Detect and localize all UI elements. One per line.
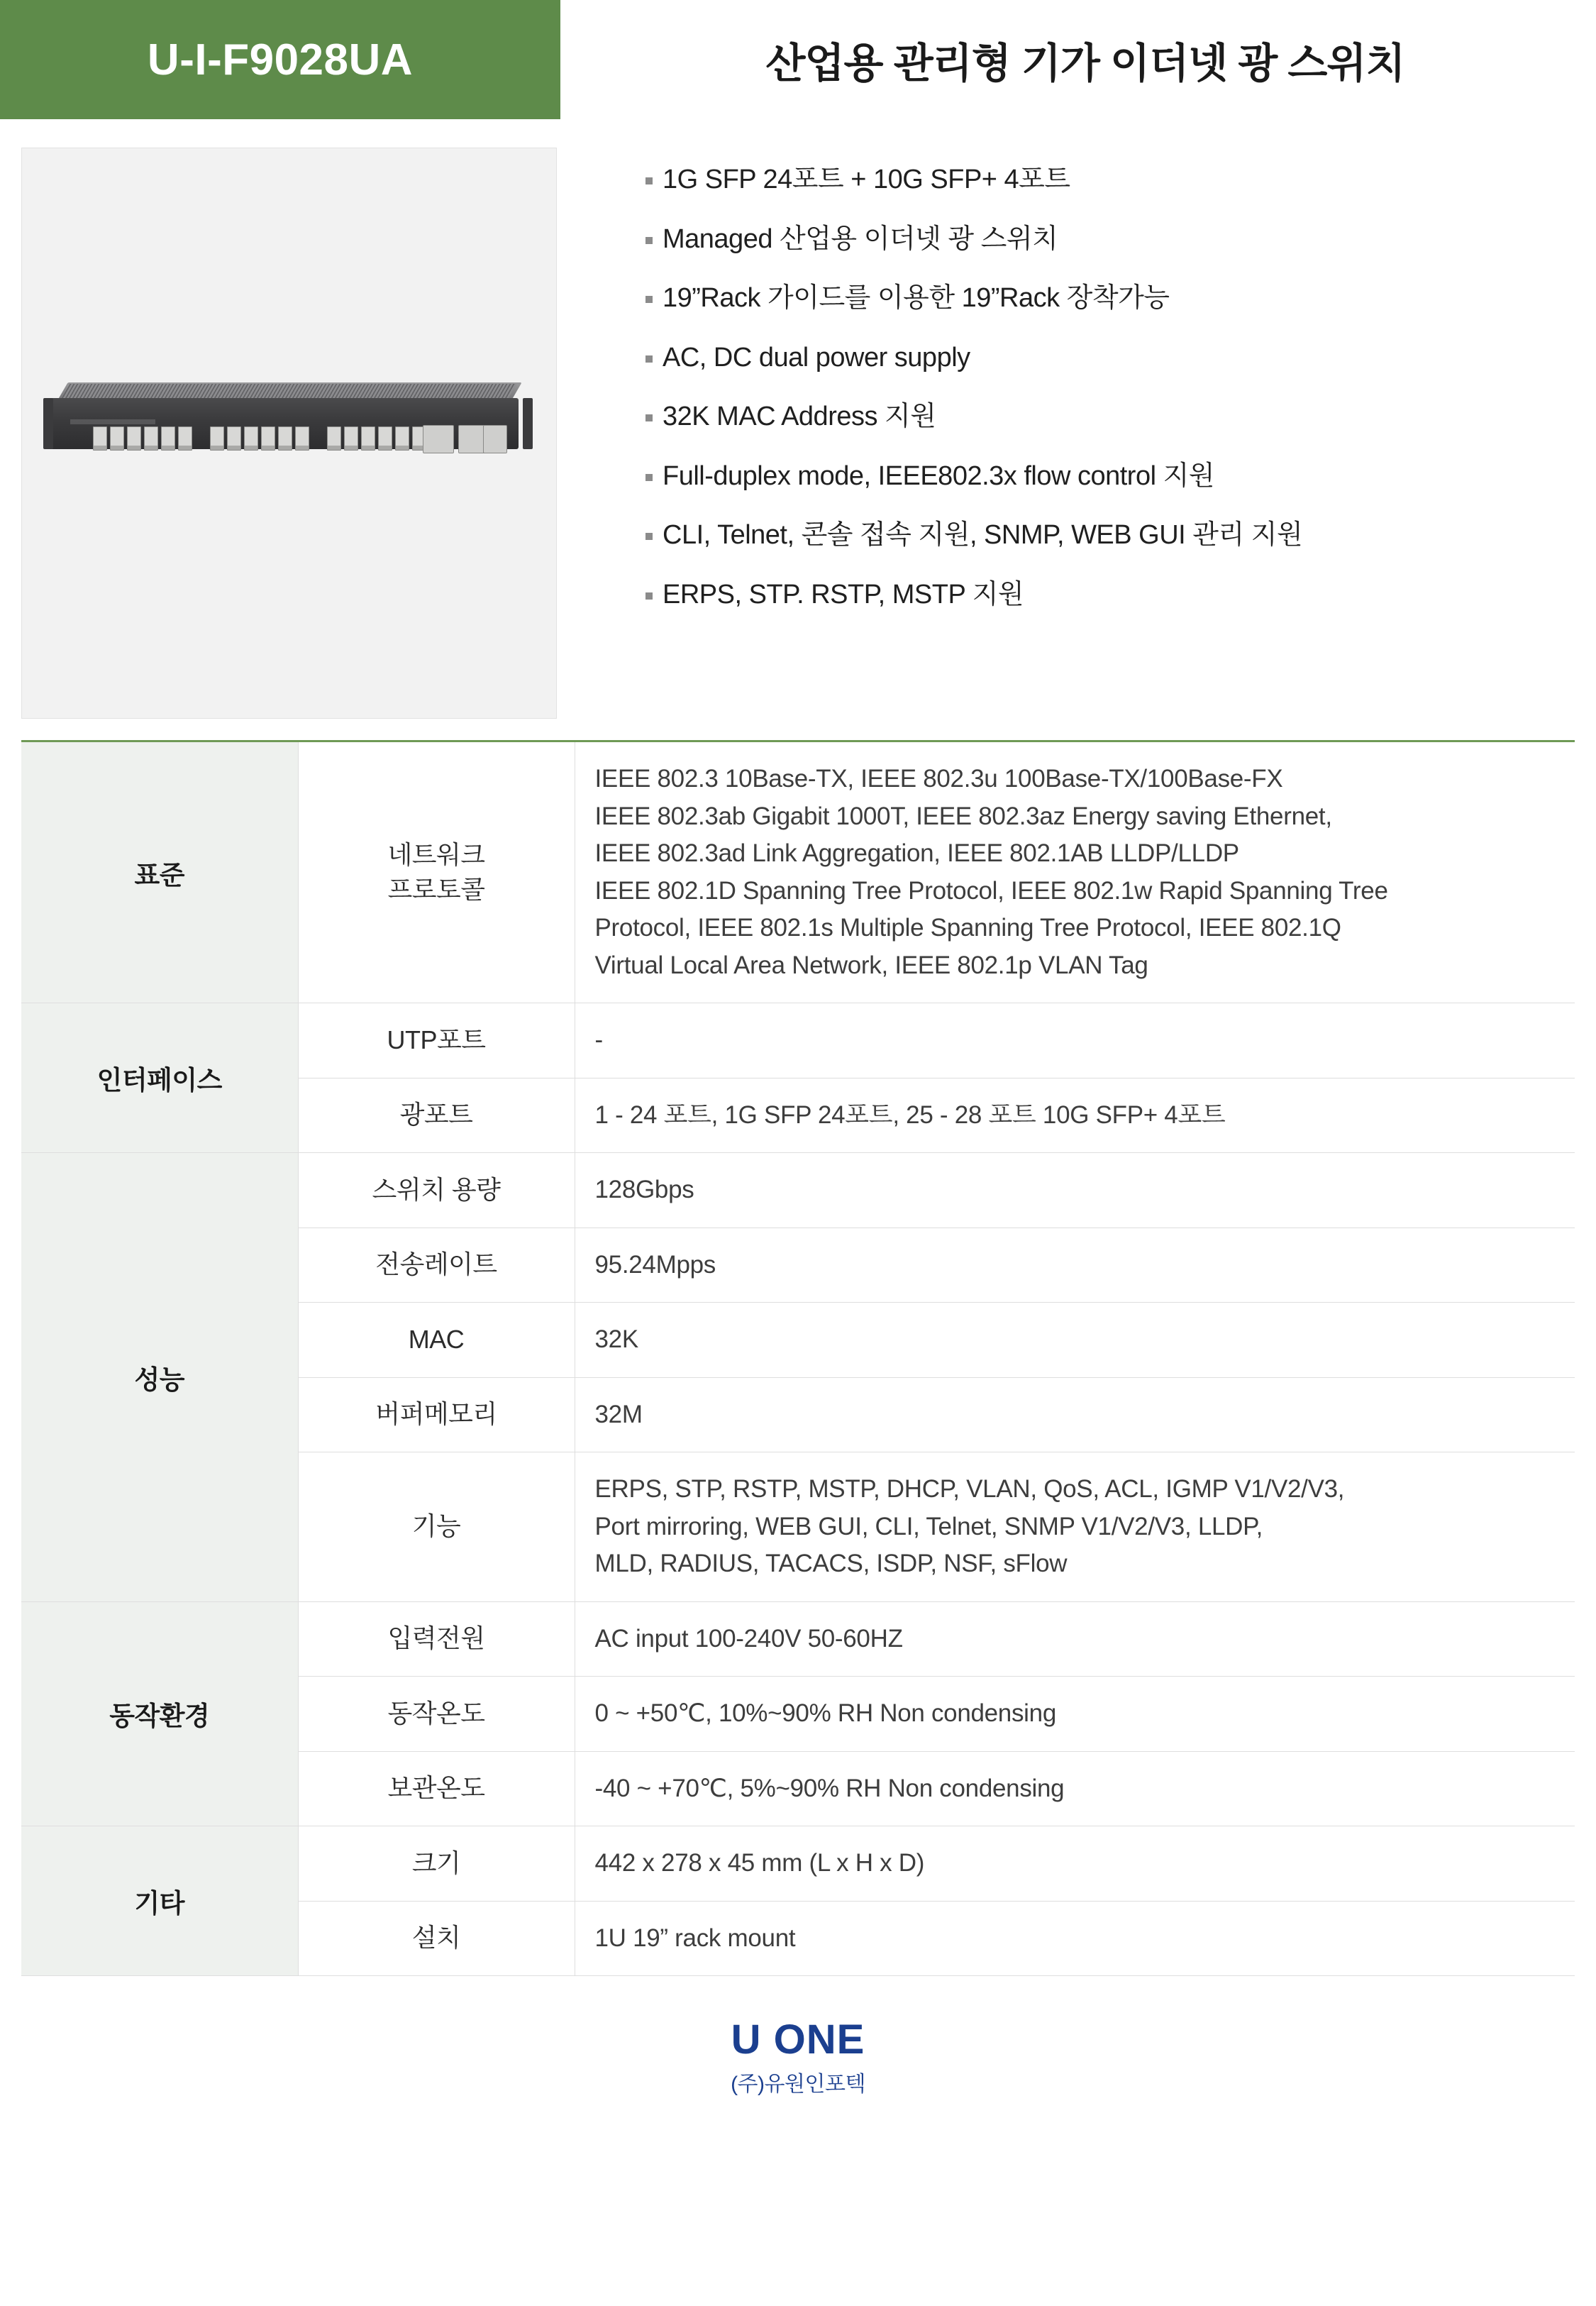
sfp-port	[244, 426, 258, 451]
spec-value-line: AC input 100-240V 50-60HZ	[594, 1624, 903, 1653]
sfp-port	[361, 426, 375, 451]
sfp-port	[93, 426, 107, 451]
feature-text: ERPS, STP. RSTP, MSTP 지원	[663, 579, 1024, 609]
device-illustration	[43, 382, 533, 464]
specification-table	[21, 740, 1575, 1976]
rack-ear-right	[523, 398, 533, 449]
spec-value	[575, 1003, 1575, 1078]
spec-value	[575, 1228, 1575, 1303]
table-row	[21, 1003, 1575, 1078]
feature-text: Managed 산업용 이더넷 광 스위치	[663, 224, 1058, 254]
bullet-icon	[645, 296, 653, 303]
spec-value-line: Port mirroring, WEB GUI, CLI, Telnet, SNMP V1/V2/V3, LLDP,	[594, 1512, 1263, 1540]
sfp-port	[210, 426, 224, 451]
spec-subcategory: 입력전원	[298, 1601, 575, 1677]
spec-value-line: -	[594, 1026, 603, 1054]
product-image	[21, 148, 557, 719]
specification-table-wrap	[0, 719, 1596, 1976]
feature-list	[557, 148, 1570, 637]
sfp-port	[378, 426, 392, 451]
spec-subcategory: 보관온도	[298, 1751, 575, 1826]
model-name: U-I-F9028UA	[147, 35, 414, 84]
table-row	[21, 1826, 1575, 1902]
sfp-port	[127, 426, 141, 451]
spec-value-line: IEEE 802.3ad Link Aggregation, IEEE 802.1AB LLDP/LLDP	[594, 839, 1239, 867]
page-footer	[0, 2016, 1596, 2097]
sfp-port	[327, 426, 341, 451]
device-brand-label	[70, 419, 155, 424]
page-title: 산업용 관리형 기가 이더넷 광 스위치	[765, 40, 1405, 87]
spec-subcategory	[298, 741, 575, 1003]
sfp-port	[161, 426, 175, 451]
feature-text: 19”Rack 가이드를 이용한 19”Rack 장착가능	[663, 283, 1170, 313]
spec-value-line: IEEE 802.3ab Gigabit 1000T, IEEE 802.3az Energy saving Ethernet,	[594, 802, 1332, 830]
sfp-port	[227, 426, 241, 451]
table-row	[21, 741, 1575, 1003]
spec-value	[575, 1078, 1575, 1153]
spec-subcategory: 버퍼메모리	[298, 1377, 575, 1452]
bullet-icon	[645, 533, 653, 540]
spec-value	[575, 1303, 1575, 1378]
bullet-icon	[645, 237, 653, 244]
product-overview	[0, 119, 1596, 719]
spec-subcategory-line: 프로토콜	[387, 874, 485, 904]
bullet-icon	[645, 474, 653, 481]
spec-category: 동작환경	[21, 1601, 298, 1826]
spec-value	[575, 1377, 1575, 1452]
spec-value-line: 442 x 278 x 45 mm (L x H x D)	[594, 1849, 925, 1877]
feature-text: 32K MAC Address 지원	[663, 402, 936, 431]
company-logo: U ONE	[731, 2017, 865, 2063]
feature-item	[645, 519, 1570, 553]
feature-item	[645, 163, 1570, 197]
sfp-port	[395, 426, 409, 451]
table-row	[21, 1601, 1575, 1677]
spec-value	[575, 1601, 1575, 1677]
company-name: (주)유원인포텍	[731, 2073, 865, 2096]
feature-text: AC, DC dual power supply	[663, 342, 970, 373]
console-port	[483, 425, 507, 453]
table-row	[21, 1153, 1575, 1228]
spec-subcategory: 크기	[298, 1826, 575, 1902]
spec-subcategory: MAC	[298, 1303, 575, 1378]
feature-text: CLI, Telnet, 콘솔 접속 지원, SNMP, WEB GUI 관리 지원	[663, 520, 1303, 550]
spec-subcategory: 광포트	[298, 1078, 575, 1153]
spec-value-line: Virtual Local Area Network, IEEE 802.1p VLAN Tag	[594, 951, 1148, 979]
spec-value	[575, 1901, 1575, 1976]
spec-value	[575, 1677, 1575, 1752]
spec-subcategory-line: 네트워크	[387, 839, 485, 869]
bullet-icon	[645, 355, 653, 363]
spec-subcategory: 기능	[298, 1452, 575, 1602]
spec-category: 인터페이스	[21, 1003, 298, 1153]
sfp-port	[178, 426, 192, 451]
sfp-port	[261, 426, 275, 451]
spec-subcategory: 동작온도	[298, 1677, 575, 1752]
spec-value-line: Protocol, IEEE 802.1s Multiple Spanning Tree Protocol, IEEE 802.1Q	[594, 914, 1341, 942]
spec-value-line: 0 ~ +50℃, 10%~90% RH Non condensing	[594, 1699, 1056, 1727]
feature-item	[645, 223, 1570, 257]
spec-category: 기타	[21, 1826, 298, 1976]
feature-text: 1G SFP 24포트 + 10G SFP+ 4포트	[663, 165, 1070, 194]
feature-text: Full-duplex mode, IEEE802.3x flow control 지원	[663, 460, 1214, 491]
spec-category: 성능	[21, 1153, 298, 1602]
model-badge	[0, 0, 560, 119]
sfp-port	[295, 426, 309, 451]
spec-subcategory: UTP포트	[298, 1003, 575, 1078]
spec-value-line: 1 - 24 포트, 1G SFP 24포트, 25 - 28 포트 10G SFP+ 4포트	[594, 1100, 1226, 1129]
bullet-icon	[645, 177, 653, 184]
spec-category: 표준	[21, 741, 298, 1003]
spec-subcategory: 스위치 용량	[298, 1153, 575, 1228]
spec-value-line: 95.24Mpps	[594, 1250, 716, 1279]
spec-value-line: IEEE 802.1D Spanning Tree Protocol, IEEE 802.1w Rapid Spanning Tree	[594, 876, 1388, 905]
spec-value	[575, 1452, 1575, 1602]
spec-value	[575, 1751, 1575, 1826]
sfp-plus-cage	[423, 425, 454, 453]
spec-value	[575, 741, 1575, 1003]
device-front-panel	[50, 398, 519, 449]
spec-value-line: IEEE 802.3 10Base-TX, IEEE 802.3u 100Base-TX/100Base-FX	[594, 765, 1283, 793]
feature-item	[645, 460, 1570, 494]
spec-value-line: -40 ~ +70℃, 5%~90% RH Non condensing	[594, 1774, 1065, 1802]
spec-value-line: ERPS, STP, RSTP, MSTP, DHCP, VLAN, QoS, ACL, IGMP V1/V2/V3,	[594, 1475, 1345, 1503]
feature-item	[645, 400, 1570, 434]
sfp-port	[144, 426, 158, 451]
bullet-icon	[645, 592, 653, 600]
spec-value	[575, 1826, 1575, 1902]
spec-value-line: 1U 19” rack mount	[594, 1924, 796, 1952]
spec-subcategory: 전송레이트	[298, 1228, 575, 1303]
sfp-port-group-2	[210, 426, 309, 452]
feature-item	[645, 578, 1570, 612]
sfp-port-group-3	[327, 426, 426, 452]
spec-value-line: 32K	[594, 1325, 638, 1353]
page-header	[0, 0, 1596, 119]
sfp-port-group-1	[93, 426, 192, 452]
sfp-port	[344, 426, 358, 451]
feature-item	[645, 282, 1570, 316]
rack-ear-left	[43, 398, 53, 449]
spec-value-line: MLD, RADIUS, TACACS, ISDP, NSF, sFlow	[594, 1550, 1068, 1577]
spec-subcategory: 설치	[298, 1901, 575, 1976]
bullet-icon	[645, 414, 653, 421]
spec-value-line: 32M	[594, 1400, 643, 1428]
product-title-area	[560, 0, 1596, 119]
feature-item	[645, 341, 1570, 375]
sfp-port	[278, 426, 292, 451]
sfp-port	[110, 426, 124, 451]
spec-value	[575, 1153, 1575, 1228]
spec-value-line: 128Gbps	[594, 1176, 694, 1203]
